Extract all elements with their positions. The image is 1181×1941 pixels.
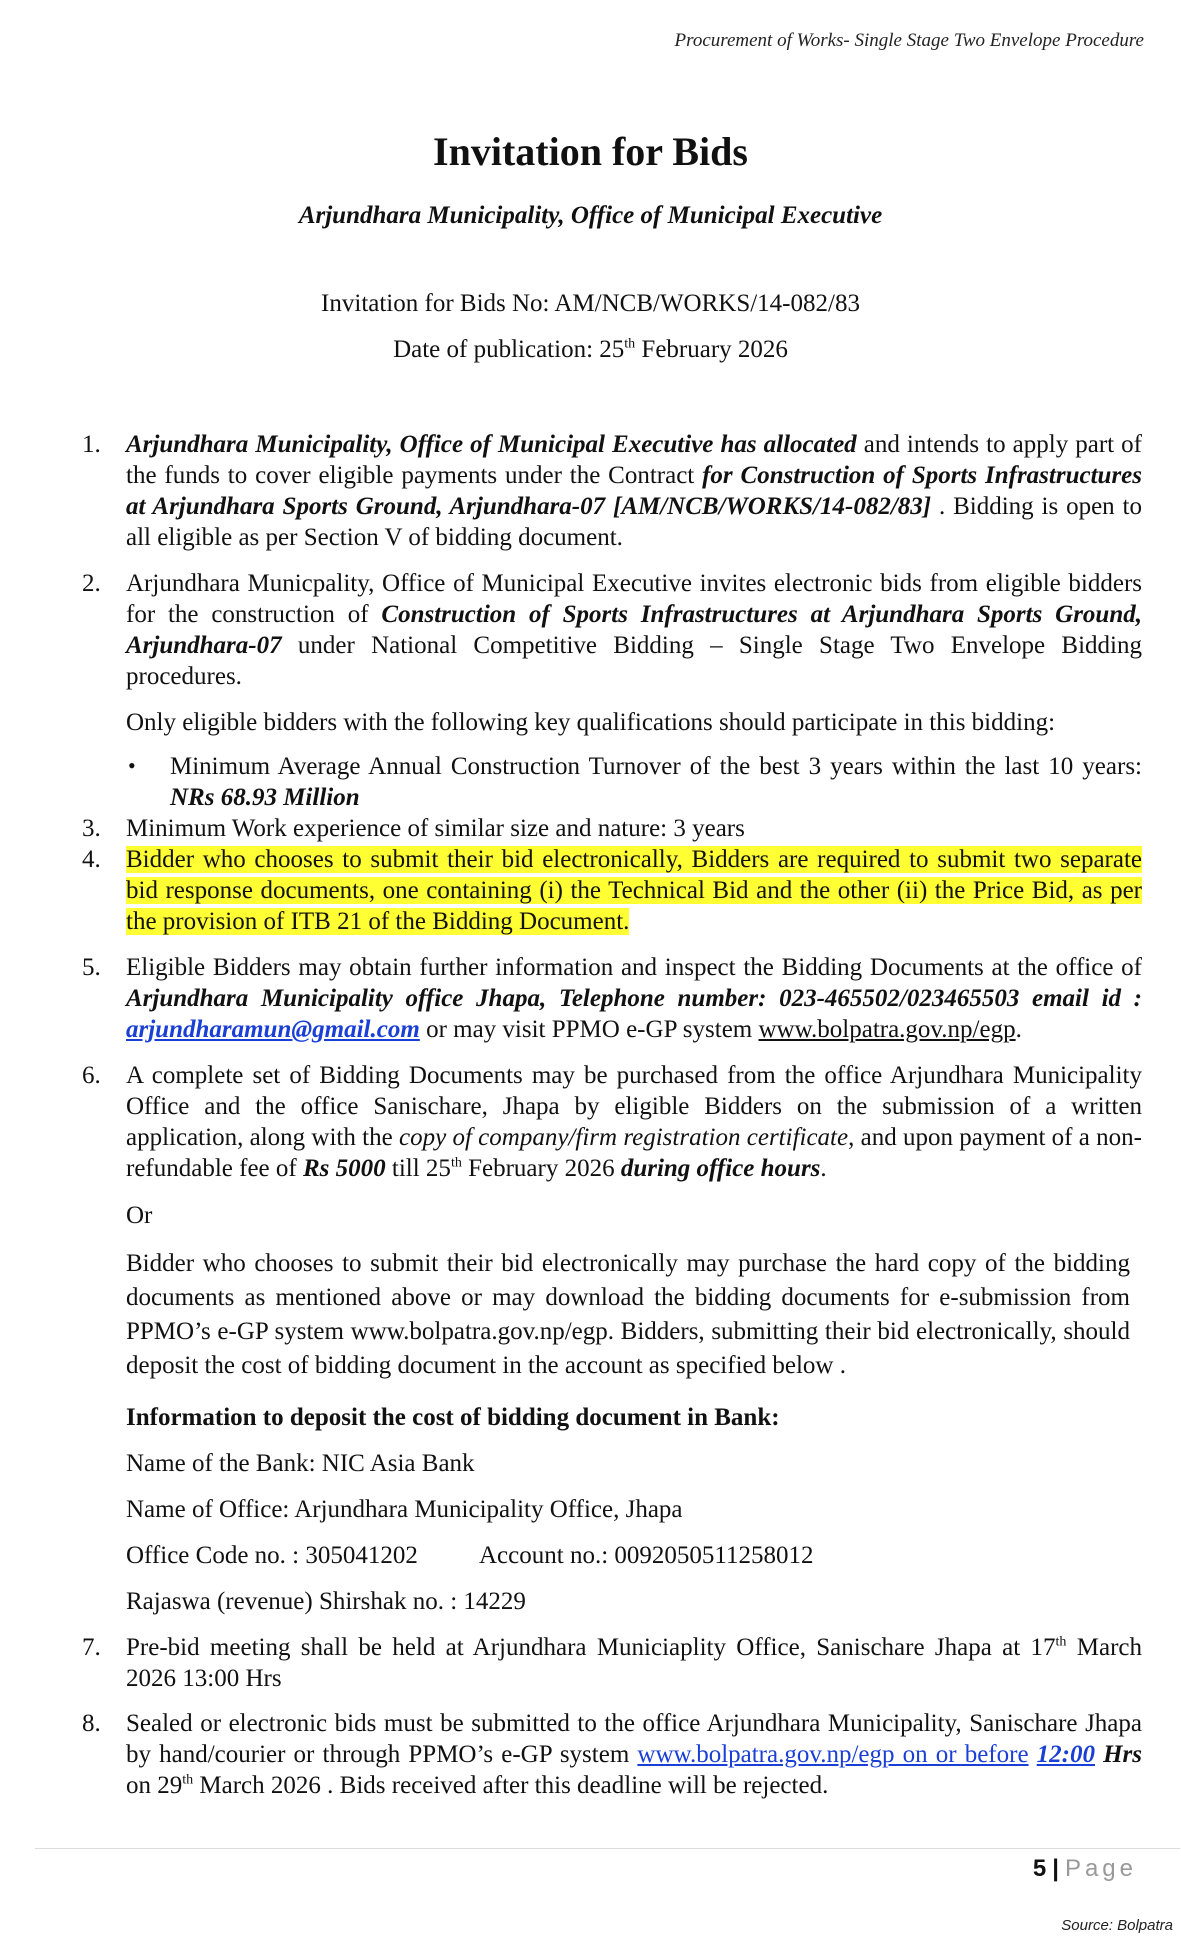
footer-divider bbox=[35, 1848, 1180, 1849]
account-number: Account no.: 0092050511258012 bbox=[479, 1542, 814, 1569]
clause-4-highlighted: Bidder who chooses to submit their bid electronically, Bidders are required to submit two separate bid response documents, one containing (i) the Technical Bid and the other (ii) the Price Bid, as per the provision of ITB 21 of the Bidding Document. bbox=[126, 846, 1142, 935]
bank-name: Name of the Bank: NIC Asia Bank bbox=[126, 1450, 475, 1477]
item-number: 4. bbox=[82, 846, 101, 873]
clause-6: A complete set of Bidding Documents may be purchased from the office Arjundhara Municipality Office and the office Sanischare, Jhapa by eligible Bidders on the submission of a written application, along with the copy of company/firm registration certificate, and upon payment of a non-refundable fee of Rs 5000 till 25th February 2026 during office hours. bbox=[126, 1062, 1142, 1182]
item-number: 5. bbox=[82, 954, 101, 981]
running-header: Procurement of Works- Single Stage Two Envelope Procedure bbox=[674, 30, 1144, 51]
office-name: Name of Office: Arjundhara Municipality Office, Jhapa bbox=[126, 1496, 683, 1523]
item-number: 3. bbox=[82, 815, 101, 842]
clause-3: Minimum Work experience of similar size and nature: 3 years bbox=[126, 815, 745, 842]
page-number: 5 | Page bbox=[1032, 1855, 1137, 1882]
office-code: Office Code no. : 305041202 bbox=[126, 1542, 418, 1569]
bullet-glyph: • bbox=[128, 753, 136, 778]
source-credit: Source: Bolpatra bbox=[1061, 1917, 1173, 1934]
qualification-intro: Only eligible bidders with the following key qualifications should participate in this bidding: bbox=[126, 709, 1056, 736]
item-number: 6. bbox=[82, 1062, 101, 1089]
electronic-purchase-text: Bidder who chooses to submit their bid electronically may purchase the hard copy of the bidding documents as mentioned above or may download the bidding documents for e-submission from PPMO’s e-GP system www.bolpatra.gov.np/egp. Bidders, submitting their bid electronically, should deposit the cost of bidding document in the account as specified below . bbox=[126, 1250, 1130, 1379]
egp-deadline-link[interactable]: www.bolpatra.gov.np/egp on or before bbox=[637, 1741, 1029, 1768]
issuer-subtitle: Arjundhara Municipality, Office of Municipal Executive bbox=[298, 202, 883, 229]
deadline-time[interactable]: 12:00 bbox=[1036, 1741, 1095, 1768]
clause-7: Pre-bid meeting shall be held at Arjundhara Municiaplity Office, Sanischare Jhapa at 17th March 2026 13:00 Hrs bbox=[126, 1634, 1143, 1692]
item-number: 7. bbox=[82, 1634, 101, 1661]
item-number: 8. bbox=[82, 1710, 101, 1737]
ifb-number: Invitation for Bids No: AM/NCB/WORKS/14-082/83 bbox=[321, 290, 860, 317]
page-title: Invitation for Bids bbox=[433, 129, 748, 174]
clause-5: Eligible Bidders may obtain further information and inspect the Bidding Documents at the office of Arjundhara Municipality office Jhapa, Telephone number: 023-465502/023465503 email id : arjundharamun@gmail.com or may visit PPMO e-GP system www.bolpatra.gov.np/egp. bbox=[126, 954, 1142, 1043]
clause-1: Arjundhara Municipality, Office of Municipal Executive has allocated and intends to apply part of the funds to cover eligible payments under the Contract for Construction of Sports Infrastructures at Arjundhara Sports Ground, Arjundhara-07 [AM/NCB/WORKS/14-082/83] . Bidding is open to all eligible as per Section V of bidding document. bbox=[126, 431, 1142, 551]
clause-2: Arjundhara Municpality, Office of Municipal Executive invites electronic bids from eligible bidders for the construction of Construction of Sports Infrastructures at Arjundhara Sports Ground, Arjundhara-07 under National Competitive Bidding – Single Stage Two Envelope Bidding procedures. bbox=[126, 570, 1142, 690]
item-number: 2. bbox=[82, 570, 101, 597]
revenue-heading-no: Rajaswa (revenue) Shirshak no. : 14229 bbox=[126, 1588, 526, 1615]
bank-info-heading: Information to deposit the cost of bidding document in Bank: bbox=[126, 1404, 780, 1431]
egp-link[interactable]: www.bolpatra.gov.np/egp bbox=[758, 1016, 1016, 1043]
turnover-requirement: Minimum Average Annual Construction Turnover of the best 3 years within the last 10 years: NRs 68.93 Million bbox=[170, 753, 1142, 811]
clause-8: Sealed or electronic bids must be submitted to the office Arjundhara Municipality, Sanischare Jhapa by hand/courier or through PPMO’s e-GP system www.bolpatra.gov.np/egp on or before 12:00 Hrs on 29th March 2026 . Bids received after this deadline will be rejected. bbox=[126, 1710, 1143, 1799]
or-separator: Or bbox=[126, 1202, 153, 1229]
item-number: 1. bbox=[82, 431, 101, 458]
publication-date: Date of publication: 25th February 2026 bbox=[393, 336, 788, 363]
email-link[interactable]: arjundharamun@gmail.com bbox=[126, 1016, 420, 1043]
